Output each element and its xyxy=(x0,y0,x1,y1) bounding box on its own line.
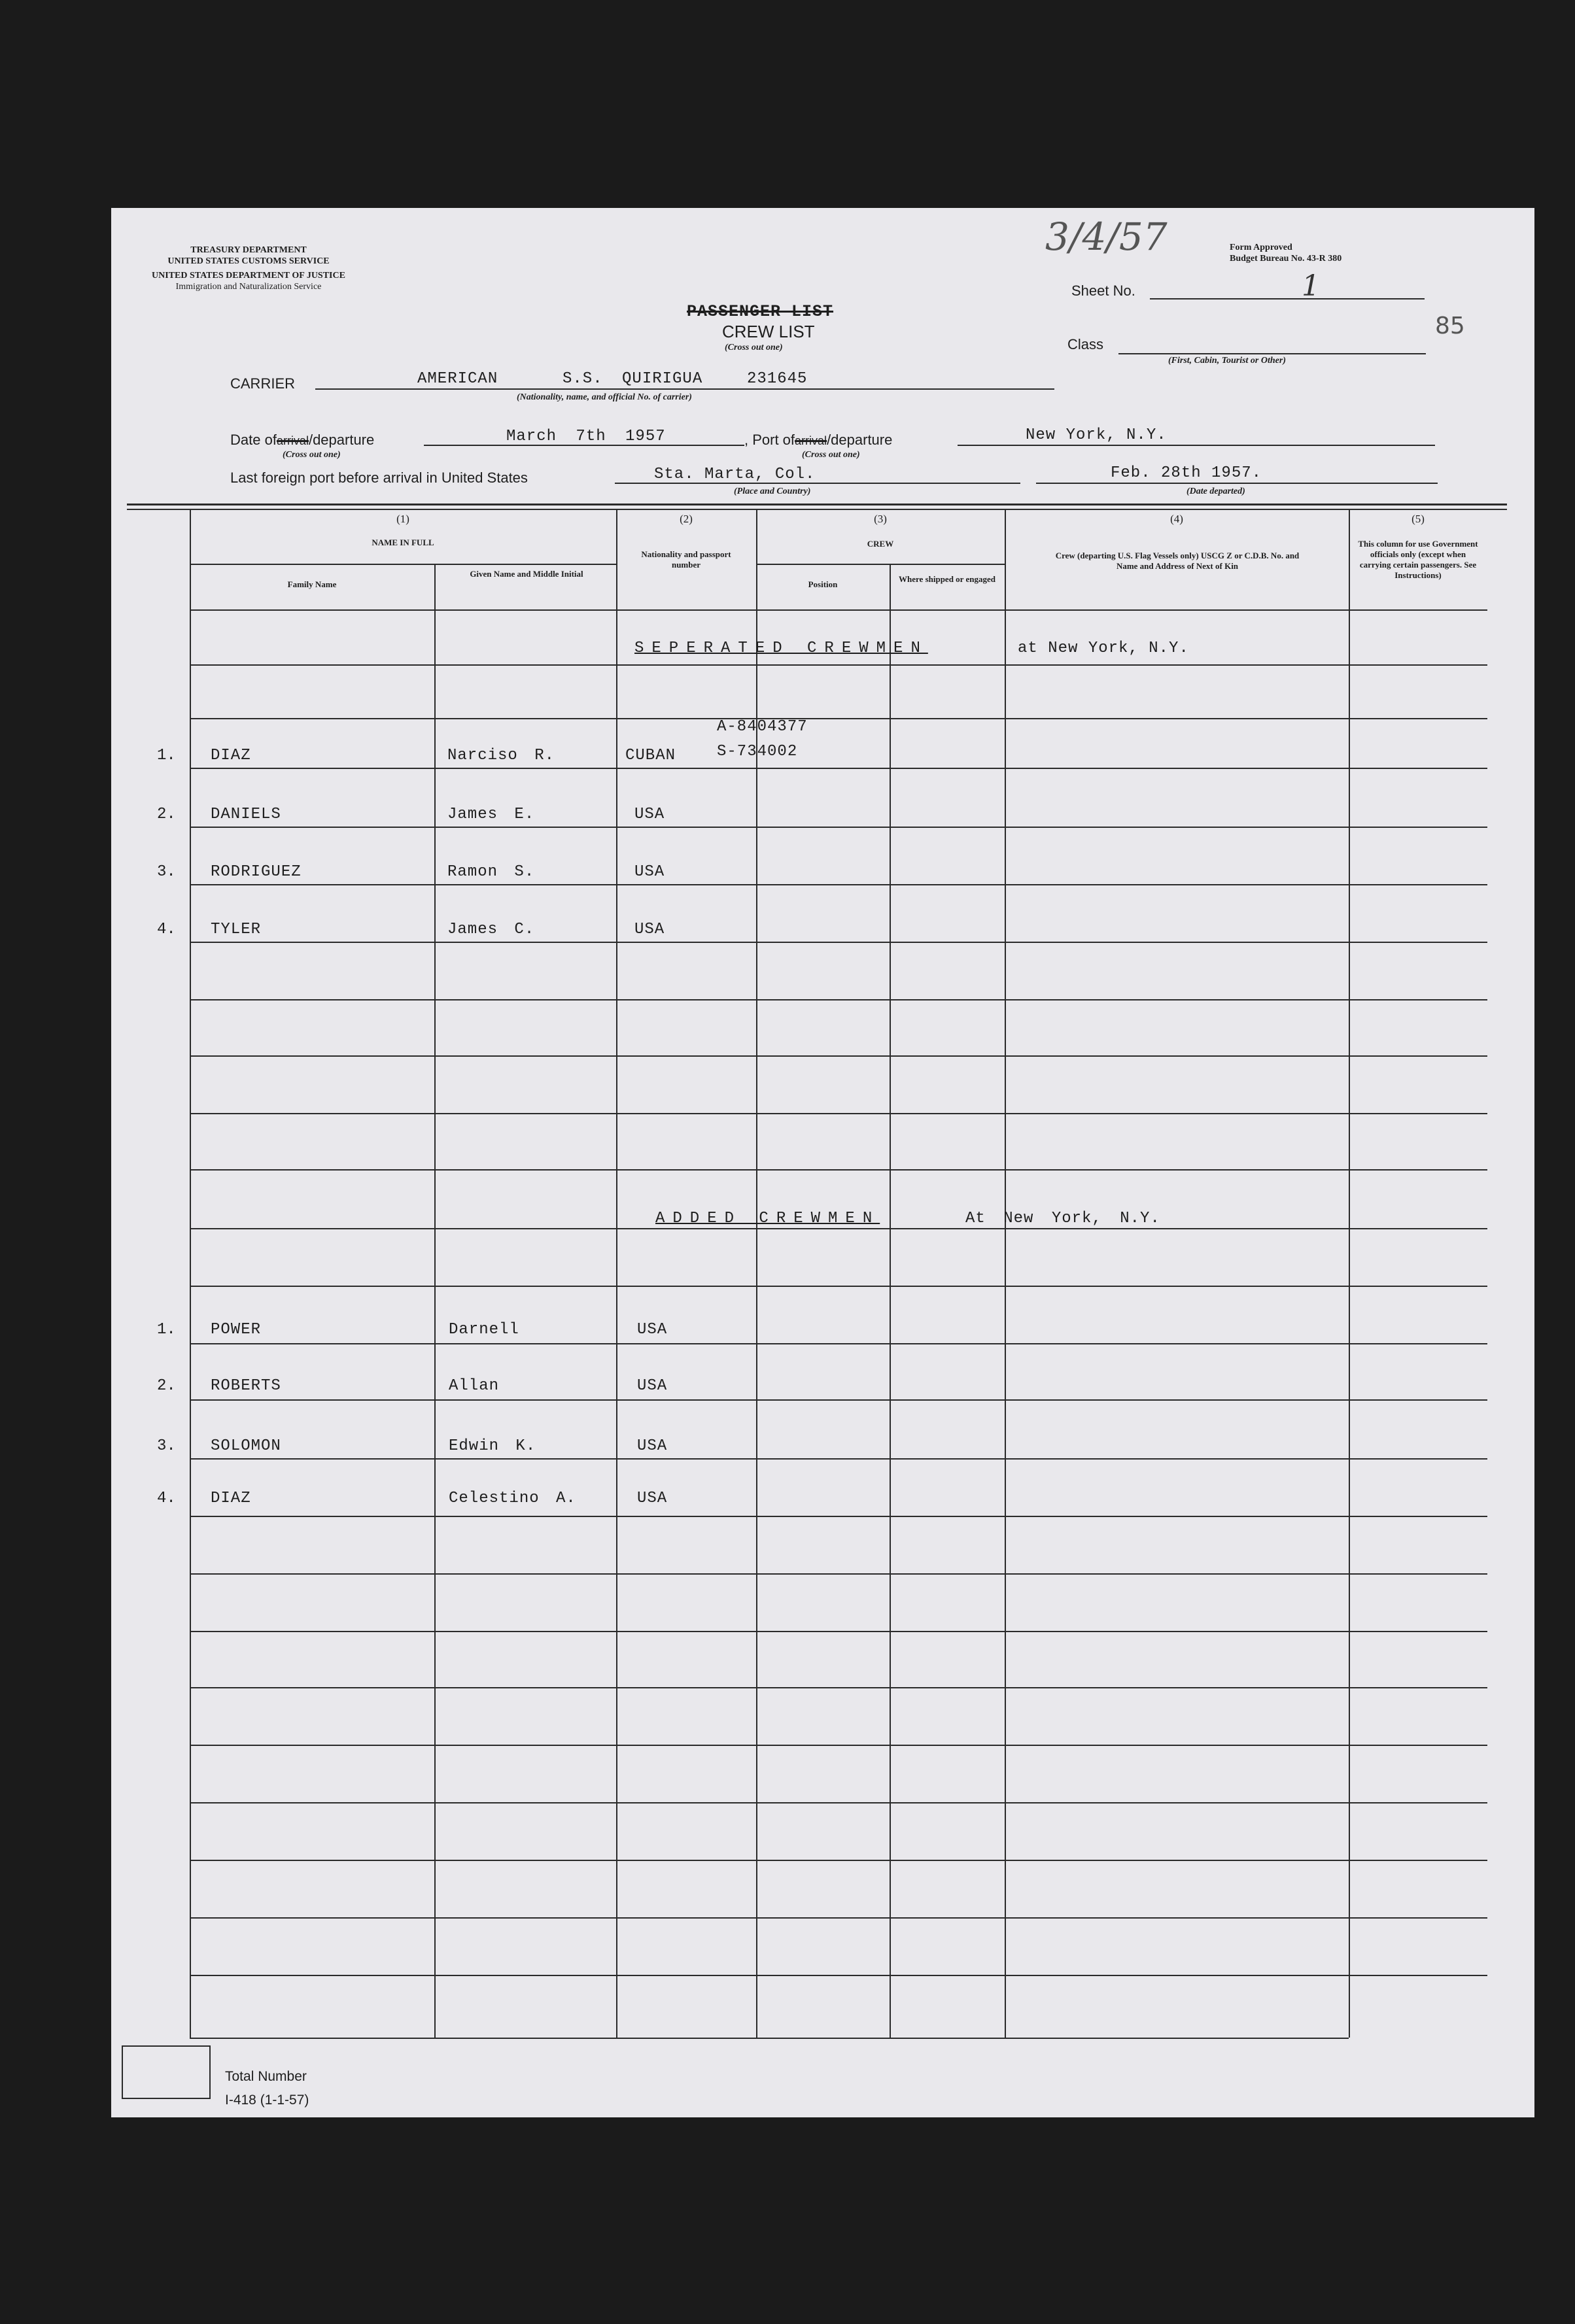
separated-row-2-family: DANIELS xyxy=(211,806,281,823)
added-row-4-given: Celestino A. xyxy=(449,1490,576,1507)
date-label xyxy=(230,432,374,449)
row-rule xyxy=(190,1516,1487,1517)
carrier-caption: (Nationality, name, and official No. of carrier) xyxy=(517,392,692,402)
document-page xyxy=(111,208,1534,2117)
added-row-4-num: 4. xyxy=(157,1490,176,1507)
row-rule xyxy=(190,1399,1487,1401)
class-caption: (First, Cabin, Tourist or Other) xyxy=(1168,356,1286,366)
header-rule-2 xyxy=(756,564,1005,565)
total-number-label: Total Number xyxy=(225,2069,307,2084)
row-rule xyxy=(190,1975,1487,1976)
list-type-note: (Cross out one) xyxy=(725,343,783,352)
form-approved-line-2: Budget Bureau No. 43-R 380 xyxy=(1230,254,1342,264)
form-approved-line-1: Form Approved xyxy=(1230,243,1292,252)
sheet-underline xyxy=(1150,298,1425,299)
row-rule xyxy=(190,827,1487,828)
added-heading xyxy=(655,1210,880,1227)
row-rule xyxy=(190,1113,1487,1114)
row-rule xyxy=(190,884,1487,885)
date-underline xyxy=(424,445,744,446)
col2-number: (2) xyxy=(680,513,693,525)
list-type-title: CREW LIST xyxy=(722,322,815,341)
date-value: March 7th 1957 xyxy=(506,428,666,445)
sheet-label: Sheet No. xyxy=(1071,282,1135,299)
row-rule xyxy=(190,942,1487,943)
added-row-2-num: 2. xyxy=(157,1377,176,1395)
date-label-prefix: Date of xyxy=(230,432,277,448)
foreign-port-value: Sta. Marta, Col. xyxy=(654,466,816,483)
col1a-title: Family Name xyxy=(287,579,337,589)
row-rule xyxy=(190,1631,1487,1632)
agency-line-3: UNITED STATES DEPARTMENT OF JUSTICE xyxy=(152,271,345,281)
carrier-nationality: AMERICAN xyxy=(417,370,498,388)
separated-heading-text: SEPERATED CREWMEN xyxy=(634,640,928,657)
added-row-3-family: SOLOMON xyxy=(211,1437,281,1455)
separated-row-2-given: James E. xyxy=(447,806,535,823)
col3a-title: Position xyxy=(808,579,838,589)
separated-row-2-num: 2. xyxy=(157,806,176,823)
list-type-crossed: PASSENGER LIST xyxy=(687,302,834,321)
col-line-c xyxy=(616,510,617,2038)
separated-row-4-nationality: USA xyxy=(634,921,665,938)
row-rule xyxy=(190,1802,1487,1803)
separated-row-1-given: Narciso R. xyxy=(447,747,555,764)
added-row-1-given: Darnell xyxy=(449,1321,519,1339)
departure-date-underline xyxy=(1036,483,1438,484)
col5-title: This column for use Government officials only (except when carrying certain passengers. See Instructions) xyxy=(1358,539,1478,580)
row-rule xyxy=(190,1458,1487,1460)
departure-date-value: Feb. 28th 1957. xyxy=(1111,464,1262,482)
row-rule xyxy=(190,1228,1487,1229)
separated-row-4-num: 4. xyxy=(157,921,176,938)
added-heading-text: ADDED CREWMEN xyxy=(655,1210,880,1227)
handwritten-date: 3/4/57 xyxy=(1045,214,1168,259)
carrier-name: S.S. QUIRIGUA xyxy=(562,370,703,388)
col-line-d xyxy=(756,510,757,2038)
row-rule xyxy=(190,664,1487,666)
row-rule xyxy=(190,1286,1487,1287)
col2-title: Nationality and passport number xyxy=(641,549,731,570)
col-line-a xyxy=(190,510,191,2038)
port-caption: (Cross out one) xyxy=(802,450,860,460)
separated-row-1-passport-2: S-734002 xyxy=(717,743,798,760)
col4-number: (4) xyxy=(1170,513,1183,525)
separated-row-3-family: RODRIGUEZ xyxy=(211,863,302,881)
added-row-3-nationality: USA xyxy=(637,1437,668,1455)
col1-title: NAME IN FULL xyxy=(372,538,434,547)
added-row-4-nationality: USA xyxy=(637,1490,668,1507)
row-rule xyxy=(190,1917,1487,1919)
separated-row-3-given: Ramon S. xyxy=(447,863,535,881)
agency-header xyxy=(118,245,379,292)
port-underline xyxy=(958,445,1435,446)
table-top-rule-2 xyxy=(127,509,1507,510)
carrier-underline xyxy=(315,388,1054,390)
date-label-crossed: arrival xyxy=(276,434,309,447)
agency-line-1: TREASURY DEPARTMENT xyxy=(190,245,307,255)
added-location: At New York, N.Y. xyxy=(965,1210,1160,1227)
row-rule xyxy=(190,1745,1487,1746)
added-row-1-family: POWER xyxy=(211,1321,262,1339)
row-rule xyxy=(190,1860,1487,1861)
added-row-1-num: 1. xyxy=(157,1321,176,1339)
form-approved xyxy=(1230,242,1341,264)
total-number-box[interactable] xyxy=(122,2045,211,2099)
agency-line-2: UNITED STATES CUSTOMS SERVICE xyxy=(167,256,330,266)
class-underline xyxy=(1118,353,1426,354)
col5-number: (5) xyxy=(1411,513,1425,525)
foreign-port-caption: (Place and Country) xyxy=(734,487,811,496)
col-line-g xyxy=(1349,510,1350,2038)
added-row-2-given: Allan xyxy=(449,1377,500,1395)
separated-row-3-num: 3. xyxy=(157,863,176,881)
separated-row-4-given: James C. xyxy=(447,921,535,938)
added-row-2-nationality: USA xyxy=(637,1377,668,1395)
col3-number: (3) xyxy=(874,513,887,525)
col-line-f xyxy=(1005,510,1006,2038)
sheet-number: 1 xyxy=(1302,269,1320,303)
port-label xyxy=(744,432,892,449)
separated-row-2-nationality: USA xyxy=(634,806,665,823)
added-row-3-num: 3. xyxy=(157,1437,176,1455)
row-rule xyxy=(190,1343,1487,1344)
foreign-port-underline xyxy=(615,483,1020,484)
header-rule-3 xyxy=(190,609,1487,611)
date-label-suffix: /departure xyxy=(308,432,375,448)
added-row-2-family: ROBERTS xyxy=(211,1377,281,1395)
separated-row-3-nationality: USA xyxy=(634,863,665,881)
separated-heading xyxy=(634,640,928,657)
col3-title: CREW xyxy=(867,539,894,549)
col3b-title: Where shipped or engaged xyxy=(899,574,995,584)
port-value: New York, N.Y. xyxy=(1026,426,1167,444)
agency-line-4: Immigration and Naturalization Service xyxy=(175,282,322,292)
col4-title: Crew (departing U.S. Flag Vessels only) USCG Z or C.D.B. No. and Name and Address of Next of Kin xyxy=(1055,551,1300,571)
separated-row-4-family: TYLER xyxy=(211,921,262,938)
separated-row-1-passport-1: A-8404377 xyxy=(717,718,808,736)
form-number: I-418 (1-1-57) xyxy=(225,2093,309,2108)
row-rule xyxy=(190,1055,1487,1057)
added-row-3-given: Edwin K. xyxy=(449,1437,536,1455)
row-rule xyxy=(190,768,1487,769)
port-label-suffix: /departure xyxy=(827,432,893,448)
row-rule xyxy=(190,2038,1349,2039)
date-caption: (Cross out one) xyxy=(283,450,341,460)
class-label: Class xyxy=(1067,336,1104,352)
row-rule xyxy=(190,1573,1487,1575)
foreign-port-label: Last foreign port before arrival in United States xyxy=(230,470,528,486)
row-rule xyxy=(190,999,1487,1000)
carrier-label: CARRIER xyxy=(230,375,296,392)
separated-row-1-nationality: CUBAN xyxy=(625,747,676,764)
carrier-official-no: 231645 xyxy=(747,370,808,388)
col-line-b xyxy=(434,565,436,2038)
row-rule xyxy=(190,718,1487,719)
added-row-4-family: DIAZ xyxy=(211,1490,251,1507)
col1-number: (1) xyxy=(396,513,409,525)
col1b-title: Given Name and Middle Initial xyxy=(470,569,583,579)
separated-location: at New York, N.Y. xyxy=(1018,640,1189,657)
row-rule xyxy=(190,1169,1487,1171)
header-rule-1 xyxy=(190,564,616,565)
separated-row-1-family: DIAZ xyxy=(211,747,251,764)
page-number: 85 xyxy=(1435,313,1465,339)
col-line-e xyxy=(890,565,891,2038)
added-row-1-nationality: USA xyxy=(637,1321,668,1339)
port-label-crossed: arrival xyxy=(795,434,827,447)
departure-date-caption: (Date departed) xyxy=(1186,487,1245,496)
port-label-prefix: , Port of xyxy=(744,432,795,448)
separated-row-1-num: 1. xyxy=(157,747,176,764)
row-rule xyxy=(190,1687,1487,1688)
table-top-rule xyxy=(127,504,1507,505)
